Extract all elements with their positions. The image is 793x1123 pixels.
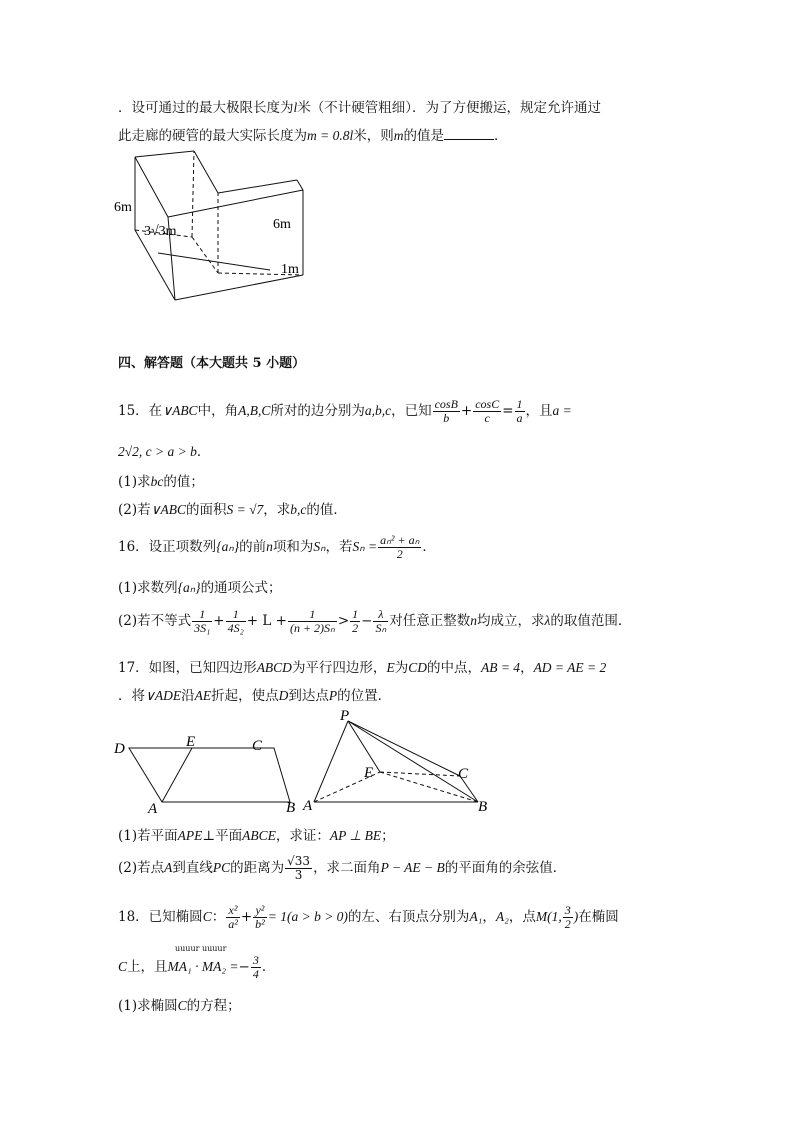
q17-text: (1)若平面	[118, 828, 178, 844]
q16-text: 均成立，求	[476, 613, 545, 629]
frac-den: 4	[252, 967, 259, 981]
equals: =	[502, 403, 514, 419]
fig-edge	[194, 151, 218, 193]
fraction	[226, 608, 246, 635]
bc-var: bc	[150, 474, 164, 489]
n-var: n	[470, 613, 477, 628]
label-p: P	[340, 708, 350, 724]
sides: a,b,c	[364, 403, 392, 418]
q15-part1	[118, 470, 204, 490]
label-a: A	[303, 798, 313, 814]
q14-end: ．	[494, 128, 508, 144]
corridor-figure	[110, 145, 325, 307]
a1: A₁	[469, 909, 483, 924]
p-var: P	[328, 688, 338, 703]
fig-edge	[168, 190, 303, 217]
comma: ，	[520, 660, 534, 676]
answer-blank[interactable]	[444, 127, 494, 140]
frac-num: cosC	[475, 397, 500, 411]
sn-equals: Sₙ =	[352, 539, 378, 554]
plus: +	[213, 613, 225, 629]
q14-text: 米（不计硬管粗细）．为了方便搬运，规定允许通过	[297, 100, 602, 116]
frac-num: 1	[352, 607, 359, 621]
q18-text: 上，且	[127, 959, 168, 975]
q18-text: 18．已知椭圆	[118, 909, 203, 925]
q14-text: ．设可通过的最大极限长度为	[118, 100, 294, 116]
q15-text: ，已知	[391, 403, 432, 419]
q18-text: ，点	[508, 909, 536, 925]
d-var: D	[278, 688, 289, 703]
frac-den: 2	[352, 621, 359, 635]
q16-text: (1)求数列	[118, 580, 178, 596]
q16-line1	[118, 534, 436, 561]
label-1m: 1m	[281, 262, 299, 277]
frac-num: aₙ² + aₙ	[380, 533, 420, 547]
hidden-edge	[192, 237, 218, 273]
q16-text: (2)若不等式	[118, 613, 192, 629]
label-d: D	[114, 741, 125, 757]
label-3root3m: 3√3m	[144, 224, 177, 239]
q17-line2	[118, 684, 391, 704]
q17-text: 的位置．	[337, 688, 392, 704]
fraction	[373, 608, 388, 635]
fraction	[192, 608, 212, 635]
q15-text: 的值．	[306, 502, 347, 518]
q18-text: 在椭圆	[578, 909, 619, 925]
frac-den: a²	[228, 917, 238, 931]
edge-pb	[348, 721, 478, 802]
cd: CD	[408, 660, 427, 675]
q16-part2	[118, 608, 631, 635]
label-c: C	[458, 766, 469, 782]
q17-text: ，求二面角	[313, 860, 381, 876]
plus: +	[460, 403, 473, 419]
q14-text: 此走廊的硬管的最大实际长度为	[118, 128, 307, 144]
frac-den: a	[516, 411, 523, 425]
q18-vec-glitch: uuuur uuuur	[175, 944, 227, 953]
q17-line1	[118, 656, 606, 676]
q16-text: 16．设正项数列	[118, 539, 217, 555]
comma: ，	[482, 909, 496, 925]
plane-abce: ABCE	[242, 828, 276, 843]
pc: PC	[212, 860, 231, 875]
frac-den: 4S₂	[227, 621, 244, 635]
q17-text: (2)若点	[118, 860, 165, 876]
frac-num: cosB	[434, 397, 458, 411]
sequence: {aₙ}	[177, 580, 201, 595]
fraction-3-4	[251, 954, 261, 981]
label-6m-left: 6m	[114, 200, 132, 215]
point-close: )	[573, 909, 579, 924]
q15-text: 中，角	[197, 403, 239, 419]
q14-line1	[118, 96, 601, 116]
label-b: B	[478, 799, 488, 815]
q17-part1	[118, 824, 395, 844]
perp-symbol: ⊥	[202, 828, 216, 844]
colon: ：	[211, 909, 226, 925]
angles: A,B,C	[238, 403, 271, 418]
area-expr: S = √7	[226, 502, 264, 517]
frac-num: 1	[288, 608, 337, 622]
n-var: n	[266, 539, 273, 554]
c-var: C	[202, 909, 212, 924]
edge-ec	[380, 772, 460, 776]
frac-den: b	[443, 411, 450, 425]
frac-den: (n + 2)Sₙ	[289, 621, 335, 635]
q15-text: (2)若	[118, 502, 151, 518]
label-b: B	[286, 800, 296, 815]
q16-text: 项和为	[272, 539, 314, 555]
frac-num: 1	[226, 608, 246, 622]
q14-text: 的值是	[403, 128, 444, 144]
frac-num: √33	[287, 854, 311, 868]
segment-ae	[162, 748, 192, 802]
ad-eq: AD = AE = 2	[533, 660, 607, 675]
q15-number: 15．在	[118, 403, 163, 419]
frac-den: c	[484, 411, 490, 425]
fig-edge	[297, 180, 303, 190]
c-var: C	[177, 998, 187, 1013]
pyramid-figure	[300, 706, 500, 816]
frac-den: 3	[294, 868, 303, 882]
minus: −	[238, 959, 250, 975]
q15-end: ．	[196, 444, 211, 460]
q15-text: ，求	[263, 502, 291, 518]
lambda: λ	[544, 613, 551, 628]
plane-ape: APE	[177, 828, 203, 843]
q18-text: (1)求椭圆	[118, 998, 178, 1014]
q17-text: 到达点	[288, 688, 329, 704]
fraction-cosc-c	[473, 398, 501, 425]
label-e: E	[364, 765, 374, 781]
a2: A₂	[495, 909, 509, 924]
fraction	[288, 608, 337, 635]
ellipse-eq: = 1(a > b > 0)	[267, 909, 348, 924]
ab-eq: AB = 4	[480, 660, 521, 675]
q16-text: ，若	[325, 539, 353, 555]
q18-part1	[118, 994, 241, 1014]
frac-num: x²	[226, 904, 240, 918]
fraction-1-a	[515, 398, 525, 425]
q17-text: 的中点，	[426, 660, 481, 676]
q17-text: 到直线	[172, 860, 213, 876]
label-6m-right: 6m	[273, 217, 291, 232]
frac-num: y²	[253, 904, 267, 918]
q14-line2	[118, 124, 508, 144]
q17-text: 折起，使点	[211, 688, 279, 704]
q16-text: 的通项公式；	[200, 580, 282, 596]
bc-vars: b,c	[290, 502, 307, 517]
abcd: ABCD	[256, 660, 292, 675]
q17-text: 的平面角的余弦值．	[444, 860, 567, 876]
edge-pa	[314, 721, 348, 802]
q15-part2	[118, 498, 347, 518]
q16-text: 的前	[239, 539, 267, 555]
q15-text: ，且	[525, 403, 553, 419]
frac-den: 3S₁	[194, 621, 211, 635]
q15-text: 的值；	[163, 474, 204, 490]
fig-edge	[135, 230, 175, 300]
fig-edge	[135, 151, 194, 157]
frac-den: b²	[255, 917, 265, 931]
q17-text: 沿	[181, 688, 195, 704]
q17-text: 平面	[215, 828, 243, 844]
fraction-distance	[285, 855, 312, 882]
fraction	[350, 608, 360, 635]
fraction-sn	[378, 534, 421, 561]
frac-num: λ	[373, 608, 388, 622]
m-var: M	[535, 909, 548, 924]
fraction-cosb-b	[433, 398, 460, 425]
point-open: (1,	[547, 909, 562, 924]
q16-text: 对任意正整数	[389, 613, 471, 629]
q14-m-var: m	[393, 128, 404, 143]
q18-line2	[118, 954, 275, 981]
frac-den: 2	[396, 547, 403, 561]
ae: AE	[194, 688, 212, 703]
fraction-y2-b2	[253, 904, 267, 931]
q17-text: ；	[381, 828, 395, 844]
q15-text: 所对的边分别为	[270, 403, 365, 419]
frac-den: 2	[564, 917, 571, 931]
q17-text: 为平行四边形，	[291, 660, 387, 676]
ellipsis: + L +	[246, 613, 287, 629]
q17-text: ．将	[118, 688, 145, 704]
q17-text: 17．如图，已知四边形	[118, 660, 257, 676]
q18-end: ．	[261, 959, 276, 975]
fig-edge	[135, 157, 168, 217]
frac-num: 1	[516, 397, 523, 411]
q17-text: ，求证：	[275, 828, 330, 844]
triangle-abc: ∨ABC	[162, 403, 198, 418]
conclusion: AP ⊥ BE	[329, 828, 382, 843]
q18-text: 的左、右顶点分别为	[347, 909, 470, 925]
plus: +	[240, 909, 253, 925]
sequence: {aₙ}	[216, 539, 240, 554]
a-equals: a =	[552, 403, 572, 418]
greater-than: >	[337, 613, 350, 629]
q17-text: 的距离为	[230, 860, 285, 876]
triangle-abc: ∨ABC	[150, 502, 187, 517]
a-var: A	[164, 860, 173, 875]
q17-text: 为	[394, 660, 409, 676]
section-title: 四、解答题（本大题共 5 小题）	[118, 356, 306, 371]
q14-l-var: l	[293, 100, 298, 115]
label-e: E	[186, 734, 196, 750]
parallelogram	[129, 748, 290, 802]
q15-line1	[118, 398, 572, 425]
q16-part1	[118, 576, 282, 596]
frac-den: Sₙ	[375, 621, 387, 635]
q15-condition: 2√2, c > a > b	[118, 444, 197, 459]
frac-num: 3	[252, 953, 259, 967]
dihedral-angle: P − AE − B	[380, 860, 445, 875]
q14-text: 米，则	[353, 128, 394, 144]
vector-dot: MA₁ · MA₂ =	[167, 959, 239, 974]
q15-text: (1)求	[118, 474, 151, 490]
hidden-edge	[192, 151, 194, 237]
q18-line1	[118, 904, 619, 931]
label-c: C	[252, 738, 263, 754]
q17-part2	[118, 855, 566, 882]
q18-text: 的方程；	[186, 998, 241, 1014]
q14-m-expr: m = 0.8l	[307, 128, 354, 143]
label-a: A	[148, 801, 158, 815]
sn-var: Sₙ	[313, 539, 326, 554]
frac-num: 1	[192, 608, 212, 622]
e-var: E	[386, 660, 395, 675]
minus: −	[361, 613, 373, 629]
triangle-ade: ∨ADE	[145, 688, 182, 703]
frac-num: 3	[564, 903, 571, 917]
q16-end: ．	[422, 539, 436, 555]
c-var: C	[118, 959, 128, 974]
fraction-3-2	[563, 904, 573, 931]
q15-text: 的面积	[186, 502, 227, 518]
fraction-x2-a2	[226, 904, 240, 931]
fig-edge	[218, 180, 297, 193]
fig-edge	[175, 275, 303, 300]
q15-line2	[118, 440, 210, 460]
parallelogram-figure	[110, 730, 305, 815]
q16-text: 的取值范围．	[550, 613, 632, 629]
